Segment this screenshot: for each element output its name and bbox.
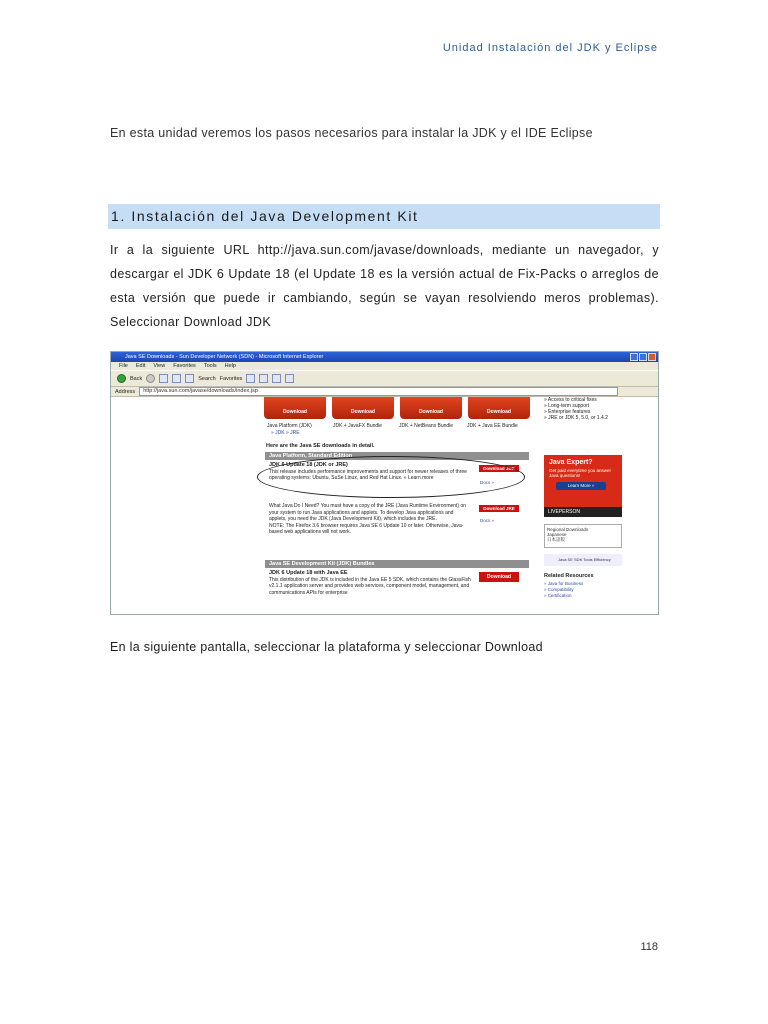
related-link[interactable]: » Java for Business [544,581,584,586]
history-icon[interactable] [246,374,255,383]
menu-edit[interactable]: Edit [135,363,146,369]
liveperson-logo: LIVEPERSON [544,507,622,517]
second-instruction: En la siguiente pantalla, seleccionar la plataforma y seleccionar Download [110,640,543,654]
expert-title: Java Expert? [549,459,593,466]
download-jdk-button[interactable]: Download JDK [479,465,519,472]
back-arrow-icon[interactable] [117,374,126,383]
mail-icon[interactable] [259,374,268,383]
window-title: Java SE Downloads - Sun Developer Network (SDN) - Microsoft Internet Explorer [125,354,324,360]
docs-link-1[interactable]: Docs » [480,480,495,485]
regional-native[interactable]: 日本語版 [547,537,565,542]
java-se-sdk-badge[interactable]: Java SE SDK Tools Efficiency [544,554,622,566]
support-item[interactable]: » Enterprise features [544,409,591,415]
bundles-section-header: Java SE Development Kit (JDK) Bundles [265,560,529,568]
expert-subtitle: Get paid everytime you answer Java questions! [549,468,612,478]
browser-screenshot [110,351,659,615]
download-button-javaee[interactable]: Download [468,397,530,419]
jdk-javaee-item [269,570,474,596]
regional-title: Regional Downloads [547,527,589,532]
related-resources-list [544,581,583,599]
favorites-label[interactable]: Favorites [219,375,243,382]
java-expert-ad[interactable] [544,455,622,517]
support-item[interactable]: » Access to critical fixes [544,397,597,403]
menu-favorites[interactable]: Favorites [173,363,196,369]
se-section-header: Java Platform, Standard Edition [265,452,529,460]
page-number: 118 [640,941,658,953]
address-input[interactable]: http://java.sun.com/javase/downloads/index.jsp [139,387,618,396]
menu-view[interactable]: View [153,363,166,369]
menu-file[interactable]: File [119,363,128,369]
jdk-javaee-title: JDK 6 Update 18 with Java EE [269,570,348,576]
support-list [536,397,659,421]
print-icon[interactable] [272,374,281,383]
jdk-jre-sublinks[interactable]: » JDK » JRE [271,430,300,436]
product-label-javaee: JDK + Java EE Bundle [467,423,518,429]
related-link[interactable]: » Compatibility [544,587,574,592]
download-jre-button[interactable]: Download JRE [479,505,519,512]
jdk6-desc: This release includes performance improvements and support for newer releases of three operating systems: Ubuntu, SuSe Linux, and Red Hat Linux. » Learn more [269,468,467,481]
what-java-need [269,503,469,536]
download-javaee-button[interactable]: Download [479,572,519,582]
stop-icon[interactable] [159,374,168,383]
address-bar [111,387,658,397]
menu-bar [111,362,658,370]
search-label[interactable]: Search [198,375,216,382]
menu-tools[interactable]: Tools [203,363,217,369]
related-resources-title: Related Resources [544,573,594,579]
browser-toolbar [111,370,658,387]
bluetooth-icon[interactable] [285,374,294,383]
jdk-javaee-desc: This distribution of the JDK is included in the Java EE 5 SDK, which contains the GlassFish v2.1.1 application server and provides web services, component model, management, and communications APIs for enterprise [269,576,471,596]
forward-arrow-icon[interactable] [146,374,155,383]
regional-lang[interactable]: Japanese [547,532,567,537]
menu-help[interactable]: Help [224,363,236,369]
home-icon[interactable] [185,374,194,383]
download-button-javafx[interactable]: Download [332,397,394,419]
support-item[interactable]: » JRE or JDK 5, 5.0, or 1.4.2 [544,415,608,421]
instruction-paragraph: Ir a la siguiente URL http://java.sun.com/javase/downloads, mediante un navegador, y descargar el JDK 6 Update 18 (el Update 18 es la versión actual de Fix-Packs o arreglos de esta versión que puede ir cambiando, según se vayan resolviendo meros problemas). Seleccionar Download JDK [110,243,659,329]
window-titlebar [111,352,658,362]
intro-text: En esta unidad veremos los pasos necesarios para instalar la JDK y el IDE Eclipse [110,126,593,140]
detail-heading: Here are the Java SE downloads in detail. [266,443,375,449]
highlight-ellipse [257,456,525,498]
download-button-jdk[interactable]: Download [264,397,326,419]
right-column [536,397,659,615]
support-item[interactable]: » Long-term support [544,403,590,409]
product-label-netbeans: JDK + NetBeans Bundle [399,423,454,429]
running-header: Unidad Instalación del JDK y Eclipse [442,42,658,54]
minimize-icon[interactable] [630,353,638,361]
refresh-icon[interactable] [172,374,181,383]
section-title: 1. Instalación del Java Development Kit [111,208,419,224]
firefox-note: NOTE: The Firefox 3.6 browser requires Java SE 6 Update 10 or later. Otherwise, Java-based web applications will not work. [269,522,464,535]
regional-downloads[interactable] [544,524,622,548]
learn-more-button[interactable]: Learn More » [556,482,606,490]
section-heading-bar [108,204,660,229]
product-label-javafx: JDK + JavaFX Bundle [333,423,383,429]
download-button-netbeans[interactable]: Download [400,397,462,419]
page-content [111,397,658,615]
product-label-jdk: Java Platform (JDK) [267,423,312,429]
maximize-icon[interactable] [639,353,647,361]
related-link[interactable]: » Certification [544,593,572,598]
address-label: Address [115,388,136,395]
close-icon[interactable] [648,353,656,361]
back-label[interactable]: Back [130,375,143,382]
what-java-text: What Java Do I Need? You must have a copy of the JRE (Java Runtime Environment) on your system to run Java applications and applets. To develop Java applications and applets, you need the JDK (Java Development Kit), which includes the JRE. [269,503,467,522]
docs-link-2[interactable]: Docs » [480,518,495,523]
jdk6-title[interactable]: JDK 6 Update 18 (JDK or JRE) [269,462,348,468]
